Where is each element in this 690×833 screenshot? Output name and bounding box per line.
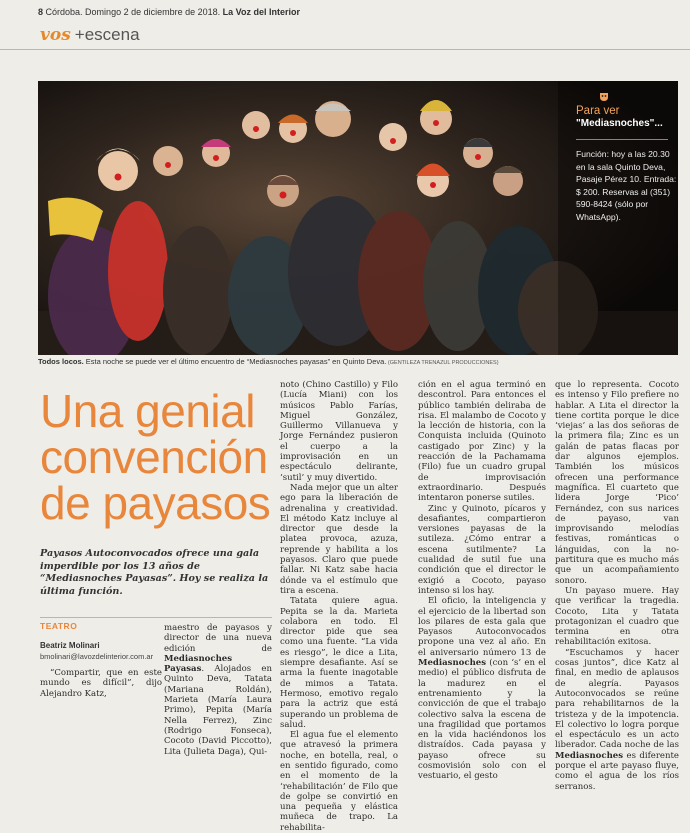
body-column-1b (164, 623, 272, 757)
photo-caption (38, 357, 499, 366)
body-paragraph: ción en el agua terminó en descontrol. Para entonces el público también deliraba de risa. El malambo de Cocoto y la lección de historia, con la Conquista incluida (Quinoto castigado por Zinc) y la reacción de la Pachamama (Filo) fue un cuadro grupal de improvisación extraordinario. Después intentaron ponerse sutiles. (418, 380, 546, 504)
body-text: es diferente porque el arte payaso fluye, como el agua de los ríos serranos. (555, 750, 679, 792)
body-text: (con ‘s’ en el medio) el público disfruta de la madurez en el entrenamiento y la convicción de que el trabajo colectivo salva la escena de una fragilidad que portamos en la vida haciéndonos los distraídos. Cada payasa y payaso ofrece su cosmovisión solo con el vestuario, el gesto (418, 658, 546, 782)
body-paragraph: Zinc y Quinoto, pícaros y desafiantes, compartieron versiones payasas de la sutileza. ¿Cómo entrar a escena sutilmente? La cualidad de sutil fue una condición que el director le exigió a Cocoto, payaso intenso si los hay. (418, 503, 546, 596)
theater-mask-icon (599, 92, 609, 102)
body-column-1a (40, 668, 162, 699)
body-paragraph (418, 596, 546, 781)
body-text: El oficio, la inteligencia y el ejercicio de la libertad son los pilares de esta gala que Payasos Autoconvocados propone una vez al año. En el aniversario número 13 de (418, 596, 546, 658)
lead-divider (40, 617, 272, 618)
body-column-2 (280, 380, 398, 833)
dateline: Córdoba. Domingo 2 de diciembre de 2018 (45, 7, 218, 17)
section-name: +escena (74, 25, 140, 44)
body-paragraph (555, 648, 679, 792)
body-paragraph: El agua fue el elemento que atravesó la primera noche, en botella, real, o en sentido figurado, como en el momento de la ‘rehabilitación’ de Filo que de golpe se convirtió en una pequeña y elástica muñeca de trapo. La rehabilita- (280, 730, 398, 833)
page-number: 8 (38, 7, 44, 17)
photo-credit: (GENTILEZA TRENAZUL PRODUCCIONES) (386, 360, 499, 366)
author-name: Beatriz Molinari (40, 641, 100, 650)
body-paragraph (164, 623, 272, 757)
caption-lead: Todos locos. (38, 357, 84, 366)
author-email[interactable]: bmolinari@lavozdelinterior.com.ar (40, 652, 154, 661)
body-paragraph: Tatata quiere agua. Pepita se la da. Marieta colabora en todo. El director pide que sea como una fuente. “La vida es riesgo”, le dice a Lita, siempre desafiante. Así se arma la fuente inagotable de mimos a Tatata. Hermoso, emotivo regalo para la actriz que está superando un problema de salud. (280, 596, 398, 730)
headline-line-1: Una genial (40, 385, 255, 437)
section-tag: TEATRO (40, 621, 78, 631)
headline-line-3: de payasos (40, 477, 271, 529)
headline-line-2: convención (40, 431, 268, 483)
body-text-bold: Mediasnoches (418, 658, 487, 669)
para-ver-divider (576, 139, 668, 140)
lead-paragraph: Payasos Autoconvocados ofrece una gala imperdible por los 13 años de “Mediasnoches Payasas”. Hoy se realiza la última función. (40, 548, 269, 597)
caption-text: Esta noche se puede ver el último encuentro de “Mediasnoches payasas” en Quinto Deva. (83, 357, 387, 366)
page-header: 8 Córdoba. Domingo 2 de diciembre de 2018. La Voz del Interior (38, 7, 300, 17)
body-paragraph: “Compartir, que en este mundo es difícil”, dijo Alejandro Katz, (40, 668, 162, 699)
body-paragraph: que lo representa. Cocoto es intenso y Filo prefiere no hablar. A Lita el director la tiene cortita porque le dice ‘viejas’ a las dos señoras de la primera fila; Zinc es un galán de patas flacas por dar algunos ejemplos. También los músicos ofrecen una performance magnífica. El cuarteto que lidera Jorge ‘Pico’ Fernández, con sus narices de payaso, van improvisando melodías festivas, románticas o lánguidas, con la no-partitura que es mucho más que un acompañamiento sonoro. (555, 380, 679, 586)
body-text: “Escuchamos y hacer cosas juntos”, dice Katz al final, en medio de aplausos de alegría. Payasos Autoconvocados se reúne para rehabilitarnos de la tristeza y de la impotencia. El colectivo lo logra porque el espectáculo es un acto liberador. Cada noche de las (555, 647, 679, 751)
body-paragraph: Nada mejor que un alter ego para la liberación de adrenalina y creatividad. El método Katz incluye al director que desde la platea provoca, azuza, reprende y habilita a los payasos. Claro que puede fallar. Ni Katz sabe hacia dónde va el estímulo que tira a escena. (280, 482, 398, 596)
body-text: . Alojados en Quinto Deva, Tatata (Mariana Roldán), Marieta (María Laura Primo), Pepita (María Nella Ferrez), Zinc (Rodrigo Fonseca), Cocoto (David Piccotto), Lita (Julieta Daga), Qui- (164, 664, 272, 757)
section-brand: vos (40, 25, 71, 45)
body-paragraph: Un payaso muere. Hay que verificar la tragedia. Cocoto, Lita y Tatata protagonizan el cuadro que termina en otra rehabilitación exitosa. (555, 585, 679, 648)
para-ver-info: Función: hoy a las 20.30 en la sala Quinto Deva, Pasaje Pérez 10. Entrada: $ 200. Reservas al (351) 590-8424 (sólo por WhatsApp). (576, 149, 677, 222)
para-ver-label: Para ver (576, 105, 620, 117)
body-text: maestro de payasos y director de una nueva edición de (164, 623, 272, 654)
body-paragraph: noto (Chino Castillo) y Filo (Lucía Miani) con los músicos Pablo Farías, Miguel González, Guillermo Villanueva y Jorge Fernández pusieron el cuerpo a la improvisación en un espectáculo delirante, ‘sutil’ y muy divertido. (280, 380, 398, 483)
headline (40, 385, 272, 529)
body-text-bold: Mediasnoches Payasas (164, 653, 233, 675)
para-ver-box (576, 92, 678, 223)
section-title (40, 22, 140, 48)
body-column-4 (555, 380, 679, 792)
body-column-3 (418, 380, 546, 782)
newspaper-name: La Voz del Interior (222, 7, 300, 17)
body-text-bold: Mediasnoches (555, 750, 624, 761)
header-divider (0, 49, 690, 50)
para-ver-title: "Mediasnoches"... (576, 118, 663, 129)
